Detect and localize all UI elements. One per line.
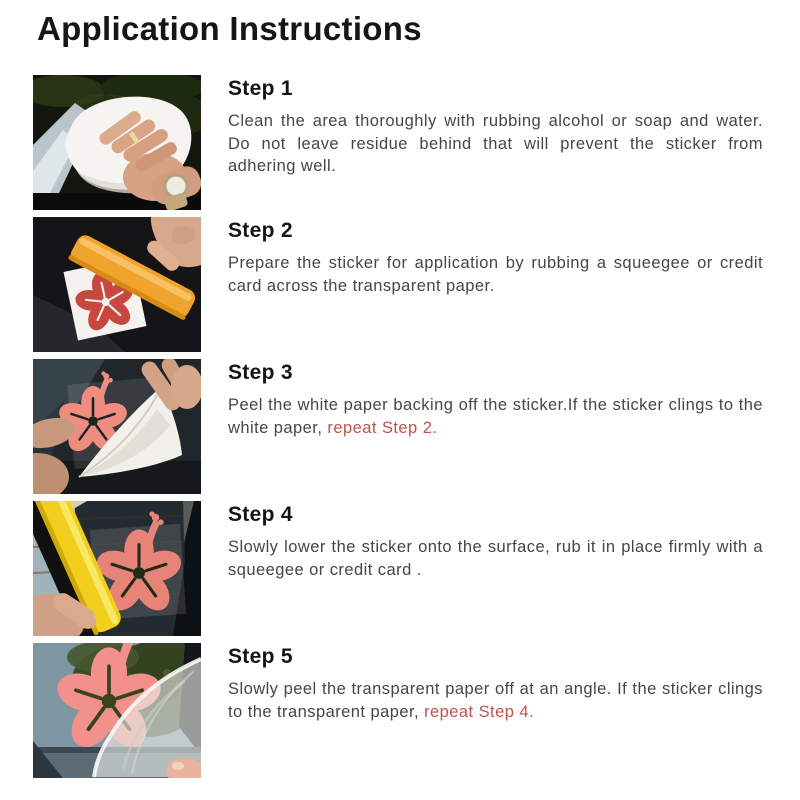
step-4-title: Step 4 [228,503,293,526]
step-5-title: Step 5 [228,645,293,668]
step-2-photo [33,217,201,352]
step-1-photo [33,75,201,210]
step-row-1 [33,75,763,210]
step-row-3 [33,359,763,494]
step-5-content [228,643,763,778]
step-3-text [228,394,763,439]
squeegee-rub-illustration [33,217,201,352]
step-3-title: Step 3 [228,361,293,384]
page-title: Application Instructions [37,10,422,47]
step-3-content [228,359,763,494]
step-4-text [228,536,763,581]
steps-list [33,75,763,778]
step-3-text-main: Peel the white paper backing off the sticker.If the sticker clings to the white paper, [228,396,763,437]
step-2-text-main: Prepare the sticker for application by rubbing a squeegee or credit card across the transparent paper. [228,254,763,295]
step-5-photo [33,643,201,778]
step-3-text-highlight: repeat Step 2. [327,418,438,437]
step-5-text-main: Slowly peel the transparent paper off at an angle. If the sticker clings to the transparent paper, [228,680,763,721]
cloth-wipe-illustration [33,75,201,210]
step-2-text [228,252,763,297]
peel-backing-illustration [33,359,201,494]
step-4-text-main: Slowly lower the sticker onto the surface, rub it in place firmly with a squeegee or credit card . [228,538,763,579]
step-row-2 [33,217,763,352]
step-5-text [228,678,763,723]
step-4-photo [33,501,201,636]
step-1-content [228,75,763,210]
step-1-text-main: Clean the area thoroughly with rubbing alcohol or soap and water. Do not leave residue behind that will prevent the sticker from adhering well. [228,112,763,175]
step-row-5 [33,643,763,778]
step-1-text [228,110,763,178]
peel-transfer-paper-illustration [33,643,201,778]
step-4-content [228,501,763,636]
step-1-title: Step 1 [228,77,293,100]
step-5-text-highlight: repeat Step 4. [424,702,535,721]
step-2-content [228,217,763,352]
step-3-photo [33,359,201,494]
apply-sticker-illustration [33,501,201,636]
step-2-title: Step 2 [228,219,293,242]
step-row-4 [33,501,763,636]
